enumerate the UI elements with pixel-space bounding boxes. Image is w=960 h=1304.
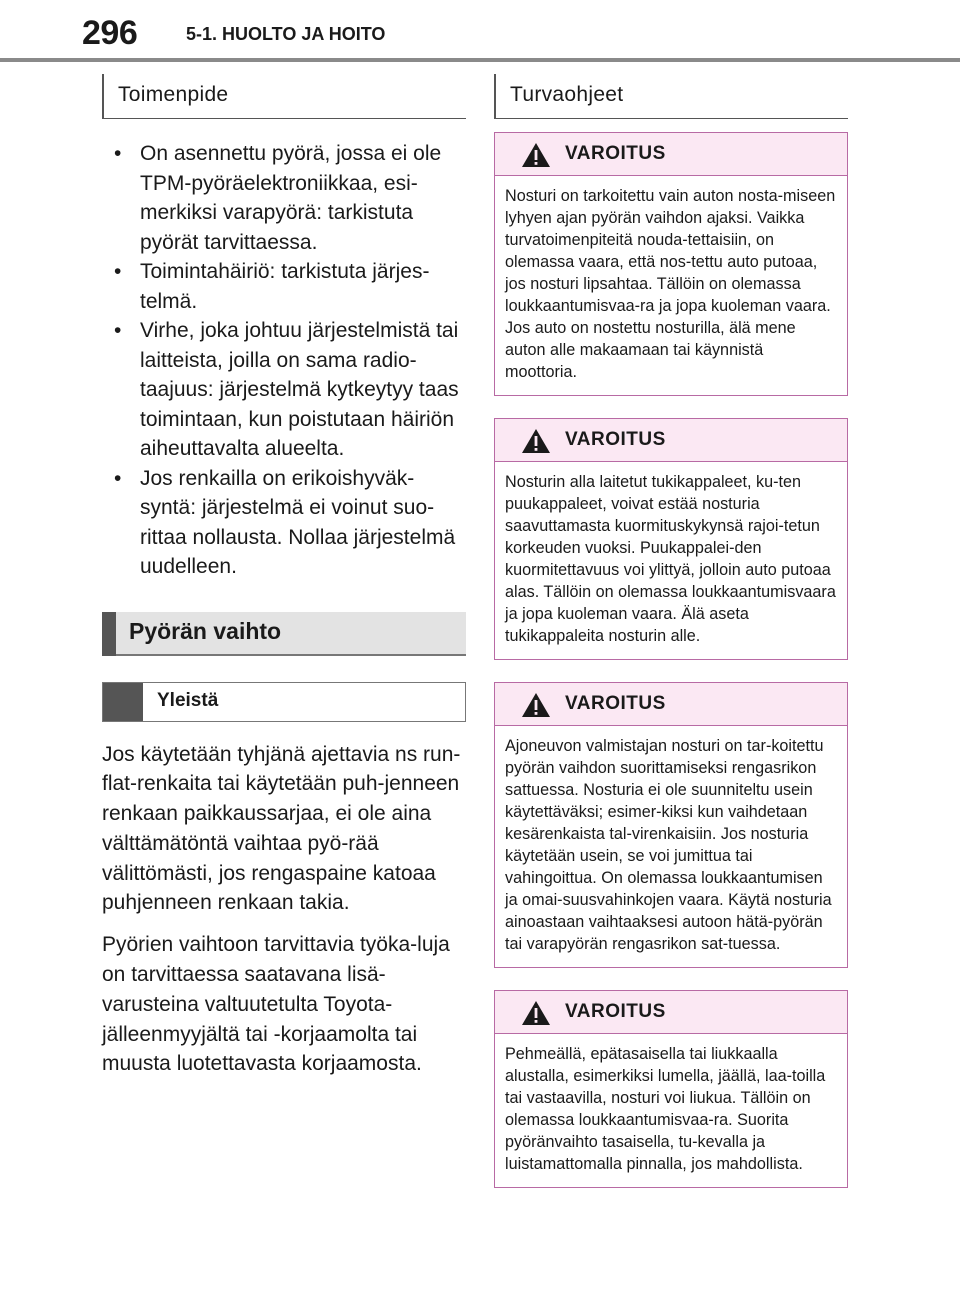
warning-title: VAROITUS [565,1001,666,1022]
list-item: • Toimintahäiriö: tarkistuta järjes-telmä. [102,257,466,316]
warning-title: VAROITUS [565,429,666,450]
warning-box [494,132,848,396]
safety-heading [494,74,848,119]
section-heading-bar [102,612,116,656]
warning-text: Pehmeällä, epätasaisella tai liukkaalla alustalla, esimerkiksi lumella, jäällä, laa-toilla tai vastaavilla, nosturi voi liukua. Tällöin on olemassa loukkaantumisvaa-ra. Suorita pyöränvaihto tasaisella, tu-kevalla ja luistamattomalla pinnalla, jos mahdollista. [505,1045,826,1173]
body-paragraph: Pyörien vaihtoon tarvittavia työka-luja on tarvittaessa saatavana lisä-varusteina valtuutetulta Toyota-jälleenmyyjältä tai -korjaamolta tai muusta luotettavasta korjaamosta. [102,933,450,1076]
left-column [102,74,466,1079]
warning-box [494,418,848,660]
warning-triangle-icon [521,142,551,168]
warning-header [495,991,847,1034]
safety-heading-label: Turvaohjeet [510,83,624,106]
warning-title: VAROITUS [565,693,666,714]
warning-header [495,133,847,176]
list-item: • Virhe, joka johtuu järjestelmistä tai laitteista, joilla on sama radio-taajuus: järjestelmä kytkeytyy taas toimintaan, kun poistutaan häiriön aiheuttavalta alueelta. [102,316,466,464]
procedure-list [102,139,466,582]
page-header [0,0,960,64]
warning-header [495,683,847,726]
warning-triangle-icon [521,428,551,454]
warning-text: Nosturin alla laitetut tukikappaleet, ku-ten puukappaleet, voivat estää nosturia saavuttamasta kuormituskykynsä rajoi-tetun korkeuden vuoksi. Puukappalei-den kuormitettavuus voi ylittyä, jolloin auto putoaa alas. Tällöin on olemassa loukkaantumisvaara ja jopa kuoleman vaara. Älä aseta tukikappaleita nosturin alle. [505,473,836,645]
warning-title: VAROITUS [565,143,666,164]
procedure-heading-label: Toimenpide [118,83,229,106]
sub-heading-bar [103,683,143,721]
warning-triangle-icon [521,1000,551,1026]
header-rule [0,58,960,62]
warning-header [495,419,847,462]
sub-heading [102,682,466,722]
section-heading-label: Pyörän vaihto [129,617,282,644]
warning-text: Nosturi on tarkoitettu vain auton nosta-miseen lyhyen ajan pyörän vaihdon ajaksi. Vaikka turvatoimenpiteitä nouda-tettaisiin, on olemassa vaara, että nos-tettu auto putoaa, jos nosturi lipsahtaa. Tällöin on olemassa loukkaantumisvaa-ra ja jopa kuoleman vaara. Jos auto on nostettu nosturilla, älä mene auton alle makaamaan tai käynnistä moottoria. [505,187,836,381]
list-item: • Jos renkailla on erikoishyväk-syntä: järjestelmä ei voinut suo-rittaa nollausta. Nollaa järjestelmä uudelleen. [102,464,466,582]
warning-text: Ajoneuvon valmistajan nosturi on tar-koitettu pyörän vaihdon suorittamiseksi rengasrikon sattuessa. Nosturia ei ole suunniteltu usein käytettäväksi; esimer-kiksi kun vaihdetaan kesärenkaista tal-virenkaisiin. Jos nosturia käytetään usein, se voi jumittua tai vahingoittua. On olemassa loukkaantumisen ja omai-suusvahinkojen vaara. Käytä nosturia ainoastaan vaihtaaksesi autoon hätä-pyörän tai varapyörän rengasrikon sat-tuessa. [505,737,832,953]
warning-box [494,990,848,1188]
warning-box [494,682,848,968]
section-title: 5-1. HUOLTO JA HOITO [186,24,386,44]
list-item: • On asennettu pyörä, jossa ei ole TPM-pyöräelektroniikkaa, esi-merkiksi varapyörä: tarkistuta pyörät tarvittaessa. [102,139,466,257]
page-number: 296 [82,14,138,52]
procedure-heading [102,74,466,119]
sub-heading-label: Yleistä [157,689,219,711]
warning-triangle-icon [521,692,551,718]
right-column [494,74,848,1188]
section-heading [102,612,466,656]
body-paragraph: Jos käytetään tyhjänä ajettavia ns run-flat-renkaita tai käytetään puh-jenneen renkaan paikkaussarjaa, ei ole aina välttämätöntä vaihtaa pyö-rää välittömästi, jos rengaspaine katoaa puhjenneen renkaan takia. [102,742,461,915]
